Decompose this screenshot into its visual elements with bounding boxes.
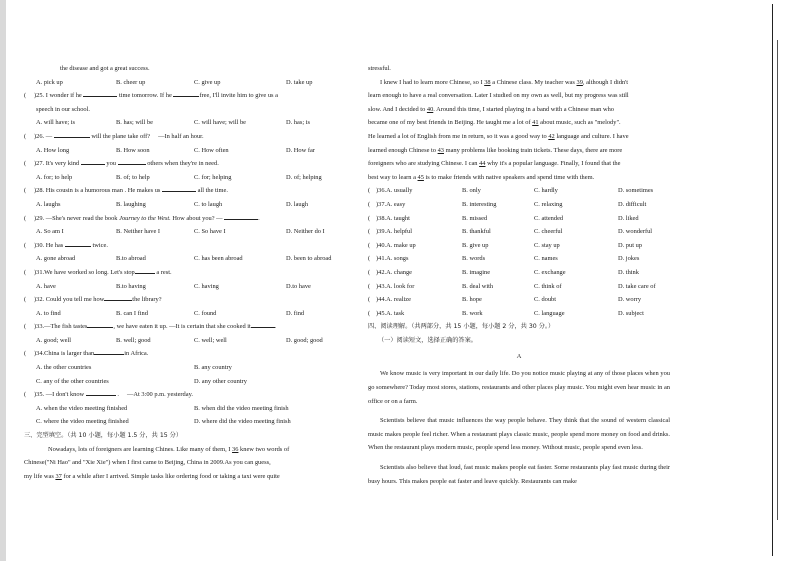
- q35-line: [24, 388, 358, 402]
- q29-options: [36, 225, 358, 239]
- q31-text-b: a rest.: [156, 268, 172, 276]
- cloze-num-41: 41: [532, 119, 539, 127]
- q27-opt-d: D. of; helping: [286, 173, 322, 181]
- q26-text-a: )26. —: [34, 132, 53, 140]
- q25-text-2: speech in our school.: [36, 105, 90, 113]
- p2-text-2: learn enough to have a real conversation. Later I studied on my own as well, but my progress was still: [368, 92, 629, 100]
- q24-opt-c: C. give up: [194, 78, 221, 86]
- q30-opt-d: D. been to abroad: [286, 255, 332, 263]
- q34-paren: (: [24, 350, 27, 358]
- mc-43-b: B. deal with: [462, 282, 494, 290]
- q31-opt-b: B.to having: [116, 282, 146, 290]
- q26-options: [36, 144, 358, 158]
- q33-opt-c: C. well; well: [194, 336, 227, 344]
- mc-43-a: )43.A. look for: [376, 282, 415, 290]
- q32-options: [36, 307, 358, 321]
- cloze-text-1b: knew two words of: [240, 445, 290, 453]
- cloze-num-37: 37: [55, 472, 62, 480]
- q33-text-b: , we have eaten it up.: [113, 323, 168, 331]
- q34-opt-a: A. the other countries: [36, 364, 92, 372]
- q28-opt-b: B. laughing: [116, 200, 146, 208]
- mc-row-39: ( )39.A. helpful B. thankful C. cheerful D. wonderful: [368, 225, 670, 239]
- q34-opt-b: B. any country: [194, 364, 232, 372]
- mc-42-a: )42.A. change: [376, 268, 413, 276]
- cloze-p2-line-1: [368, 76, 670, 90]
- q31-opt-c: C. having: [194, 282, 219, 290]
- q26-text: [34, 130, 204, 144]
- mc-40-a: )40.A. make up: [376, 241, 416, 249]
- q35-text-a: )35. —I don't know: [34, 391, 85, 399]
- mc-row-37: ( )37.A. easy B. interesting C. relaxing D. difficult: [368, 198, 670, 212]
- mc-42-d: D. think: [618, 268, 639, 276]
- cloze-num-39: 39: [576, 78, 583, 86]
- q31-text: [34, 266, 172, 280]
- q35-opt-d: D. where did the video meeting finish: [194, 418, 291, 426]
- cloze-num-42: 42: [548, 132, 555, 140]
- q31-text-a: )31.We have worked so long. Let's stop: [34, 268, 135, 276]
- mc-36-a: )36.A. usually: [376, 187, 413, 195]
- q26-blank: [54, 130, 90, 138]
- mc-41-b: B. words: [462, 255, 486, 263]
- q27-opt-b: B. of; to help: [116, 173, 150, 181]
- mc-row-42: ( )42.A. change B. imagine C. exchange D. think: [368, 266, 670, 280]
- mc-40-c: C. stay up: [534, 241, 560, 249]
- stressful-line: [368, 62, 670, 76]
- mc-36-d: D. sometimes: [618, 187, 654, 195]
- q32-paren: (: [24, 296, 27, 304]
- q35-options-row1: [36, 402, 358, 416]
- q27-blank-1: [81, 157, 105, 165]
- cloze-line-3: [24, 470, 358, 484]
- q32-text: [34, 293, 162, 307]
- q24-opt-b: B. cheer up: [116, 78, 146, 86]
- q30-line: [24, 239, 358, 253]
- q28-opt-c: C. to laugh: [194, 200, 223, 208]
- q25-opt-d: D. has; is: [286, 119, 310, 127]
- q25-line: [24, 89, 358, 103]
- q31-paren: (: [24, 268, 27, 276]
- section-4-heading: 四、阅读理解。（共两部分，共 15 小题，每小题 2 分，共 30 分。）: [368, 323, 555, 331]
- q27-paren: (: [24, 160, 27, 168]
- q33-line: [24, 320, 358, 334]
- q32-line: [24, 293, 358, 307]
- stressful-text: stressful.: [368, 65, 391, 72]
- mc-44-b: B. hope: [462, 296, 482, 304]
- mc-43-d: D. take care of: [618, 282, 656, 290]
- q34-opt-d: D. any other country: [194, 377, 247, 385]
- q30-paren: (: [24, 241, 27, 249]
- mc-41-a: )41.A. songs: [376, 255, 409, 263]
- q25-blank-2: [173, 89, 199, 97]
- mc-39-b: B. thankful: [462, 228, 491, 236]
- mc-37-a: )37.A. easy: [376, 200, 406, 208]
- cloze-text-3a: my life was: [24, 472, 54, 480]
- q30-opt-b: B.to abroad: [116, 255, 146, 263]
- mc-40-b: B. give up: [462, 241, 489, 249]
- cloze-num-40: 40: [426, 105, 434, 113]
- section-3-heading: 三、完型填空。（共 10 小题，每小题 1.5 分，共 15 分）: [24, 432, 183, 440]
- scan-edge-right: [772, 4, 773, 556]
- q34-blank: [94, 347, 124, 355]
- q28-opt-a: A. laughs: [36, 200, 61, 208]
- cloze-num-36: 36: [232, 445, 239, 453]
- q27-text-a: )27. It's very kind: [34, 160, 80, 168]
- q34-line: [24, 347, 358, 361]
- q34-opt-c: C. any of the other countries: [36, 377, 109, 385]
- q25-text-b: time tomorrow. If he: [118, 92, 172, 100]
- q32-text-b: the library?: [132, 296, 162, 304]
- q32-opt-a: A. to find: [36, 309, 61, 317]
- q29-opt-d: D. Neither do I: [286, 228, 325, 236]
- cloze-p2-line-4: [368, 116, 670, 130]
- p2-text-1b: a Chinese class. My teacher was: [492, 78, 575, 86]
- q32-opt-b: B. can I find: [116, 309, 148, 317]
- p2-text-1a: I knew I had to learn more Chinese, so I: [380, 78, 483, 86]
- mc-45-b: B. work: [462, 309, 483, 317]
- q25-blank-1: [83, 89, 117, 97]
- q33-opt-d: D. good; good: [286, 336, 323, 344]
- q34-text-a: )34.China is larger than: [34, 350, 95, 358]
- q31-options: [36, 280, 358, 294]
- q29-opt-b: B. Neither have I: [116, 228, 161, 236]
- p2-text-3b: . Around this time, I started playing in a band with a Chinese man who: [433, 105, 614, 113]
- mc-45-d: D. subject: [618, 309, 644, 317]
- mc-41-c: C. names: [534, 255, 558, 263]
- right-column: [368, 62, 670, 488]
- q24-opt-a: A. pick up: [36, 78, 63, 86]
- q33-opt-a: A. good; well: [36, 336, 71, 344]
- q29-text: )29. —She's never read the book Journey to the West. How about you? — .: [34, 212, 260, 226]
- cloze-text-3b: for a while after I arrived. Simple tasks like ordering food or taking a taxi were quite: [63, 472, 280, 480]
- q32-blank: [104, 293, 132, 301]
- q33-paren: (: [24, 323, 27, 331]
- section-4-subheading: （一）阅读短文，选择正确的答案。: [378, 336, 477, 344]
- p2-text-1c: , although I didn't: [582, 78, 629, 86]
- q33-blank-1: [87, 320, 113, 328]
- q27-blank-2: [118, 157, 146, 165]
- mc-41-d: D. jokes: [618, 255, 640, 263]
- q25-text-c: free, I'll invite him to give us a: [199, 92, 278, 100]
- q35-opt-c: C. where the video meeting finished: [36, 418, 129, 426]
- q26-paren: (: [24, 132, 27, 140]
- p2-text-4a: became one of my best friends in Beijing. He taught me a lot of: [368, 119, 531, 127]
- cloze-text-2: Chinese("Ni Hao" and "Xie Xie") when I first came to Beijing, China in 2009.As you can guess,: [24, 459, 271, 467]
- mc-38-a: )38.A. taught: [376, 214, 410, 222]
- mc-37-d: D. difficult: [618, 200, 647, 208]
- q33-blank-2: [251, 320, 275, 328]
- q34-options-row1: [36, 361, 358, 375]
- mc-44-d: D. worry: [618, 296, 642, 304]
- q35-text-b: .: [117, 391, 119, 399]
- cloze-p2-line-8: [368, 171, 670, 185]
- p2-text-8b: is to make friends with native speakers and spend time with them.: [425, 173, 595, 181]
- cloze-num-45: 45: [417, 173, 424, 181]
- q35-text-c: —At 3:00 p.m. yesterday.: [126, 391, 193, 399]
- q30-text-a: )30. He has: [34, 241, 64, 249]
- mc-39-a: )39.A. helpful: [376, 228, 413, 236]
- q33-text-a: )33.—The fish tastes: [34, 323, 88, 331]
- q25-options: [36, 116, 358, 130]
- intro-text: the disease and got a great success.: [60, 65, 150, 72]
- cloze-line-1: [36, 443, 358, 457]
- mc-row-38: ( )38.A. taught B. missed C. attended D. liked: [368, 212, 670, 226]
- q29-opt-a: A. So am I: [36, 228, 64, 236]
- q26-opt-d: D. How far: [286, 146, 315, 154]
- q33-text: )33.—The fish tastes , we have eaten it up. —It is certain that she cooked it .: [34, 320, 276, 334]
- cloze-num-43: 43: [437, 146, 444, 154]
- scan-edge-left: [0, 0, 6, 561]
- q26-text-c: —In half an hour.: [158, 132, 204, 140]
- p2-text-7b: why it's a popular language. Finally, I found that the: [487, 160, 621, 168]
- mc-44-a: )44.A. realize: [376, 296, 411, 304]
- q24-opt-d: D. take up: [286, 78, 313, 86]
- q26-opt-c: C. How often: [194, 146, 229, 154]
- mc-row-45: ( )45.A. task B. work C. language D. subject: [368, 307, 670, 321]
- mc-row-36: ( )36.A. usually B. only C. hardly D. sometimes: [368, 184, 670, 198]
- q34-text: [34, 347, 148, 361]
- cloze-p2-line-7: [368, 157, 670, 171]
- q35-paren: (: [24, 391, 27, 399]
- q27-text-c: others when they're in need.: [147, 160, 219, 168]
- cloze-p2-line-2: [368, 89, 670, 103]
- cloze-p2-line-6: [368, 144, 670, 158]
- scan-edge-right-inner: [777, 40, 778, 520]
- mc-45-a: )45.A. task: [376, 309, 405, 317]
- mc-37-c: C. relaxing: [534, 200, 563, 208]
- p2-text-3a: slow. And I decided to: [368, 105, 426, 113]
- passage-a-para-1: We know music is very important in our daily life. Do you notice music playing at any of those places when you go somewhere? Today most stores, stations, restaurants and other places play music. You might even hear music in an office or on a farm.: [368, 370, 670, 405]
- q28-line: [24, 184, 358, 198]
- mc-37-b: B. interesting: [462, 200, 497, 208]
- q27-opt-a: A. for; to help: [36, 173, 73, 181]
- mc-36-b: B. only: [462, 187, 481, 195]
- q27-options: [36, 171, 358, 185]
- q33-text-c: —It is certain that she cooked it: [169, 323, 251, 331]
- q29-text-c: How about you? —: [172, 214, 223, 222]
- mc-row-44: ( )44.A. realize B. hope C. doubt D. worry: [368, 293, 670, 307]
- q25-text: [34, 89, 278, 103]
- intro-line: [36, 62, 358, 76]
- q34-text-b: in Africa.: [124, 350, 149, 358]
- q25-opt-c: C. will have; will be: [194, 119, 247, 127]
- q32-text-a: )32. Could you tell me how: [34, 296, 105, 304]
- q28-text-a: )28. His cousin is a humorous man . He makes us: [34, 187, 161, 195]
- q25-line2: [36, 103, 358, 117]
- q31-blank: [135, 266, 155, 274]
- mc-42-c: C. exchange: [534, 268, 566, 276]
- mc-42-b: B. imagine: [462, 268, 491, 276]
- left-column: [24, 62, 358, 483]
- q33-options: [36, 334, 358, 348]
- mc-39-c: C. cheerful: [534, 228, 563, 236]
- q25-paren: (: [24, 92, 27, 100]
- cloze-num-44: 44: [479, 160, 486, 168]
- q26-text-b: will the plane take off?: [91, 132, 151, 140]
- q35-opt-a: A. when the video meeting finished: [36, 404, 128, 412]
- q32-opt-d: D. find: [286, 309, 305, 317]
- q27-text: [34, 157, 219, 171]
- p2-text-5b: language and culture. I have: [556, 132, 629, 140]
- q30-text-b: twice.: [92, 241, 108, 249]
- q29-book-title: Journey to the West.: [119, 214, 171, 222]
- q28-text: [34, 184, 228, 198]
- q26-opt-b: B. How soon: [116, 146, 150, 154]
- q31-opt-a: A. have: [36, 282, 56, 290]
- p2-text-6a: learned enough Chinese to: [368, 146, 436, 154]
- q35-options-row2: [36, 415, 358, 429]
- q25-text-a: )25. I wonder if he: [34, 92, 82, 100]
- q25-opt-a: A. will have; is: [36, 119, 76, 127]
- q35-opt-b: B. when did the video meeting finish: [194, 404, 289, 412]
- q31-line: [24, 266, 358, 280]
- q33-opt-b: B. well; good: [116, 336, 151, 344]
- mc-36-c: C. hardly: [534, 187, 558, 195]
- q27-line: [24, 157, 358, 171]
- q30-blank: [65, 239, 91, 247]
- p2-text-7a: foreigners who are studying Chinese. I can: [368, 160, 478, 168]
- mc-43-c: C. think of: [534, 282, 562, 290]
- q28-blank: [162, 184, 196, 192]
- q24-options: [36, 76, 358, 90]
- mc-row-43: ( )43.A. look for B. deal with C. think of D. take care of: [368, 280, 670, 294]
- p2-text-5a: He learned a lot of English from me in return, so it was a good way to: [368, 132, 547, 140]
- passage-a-para-3: Scientists also believe that loud, fast music makes people eat faster. Some restaurants play fast music during their busy hours. This makes people eat faster and leave quickly. Restaurants can make: [368, 464, 670, 485]
- mc-38-b: B. missed: [462, 214, 488, 222]
- p2-text-4b: about music, such as "melody".: [540, 119, 621, 127]
- q29-paren: (: [24, 214, 27, 222]
- q29-blank: [224, 212, 258, 220]
- q30-opt-a: A. gone abroad: [36, 255, 76, 263]
- q28-options: [36, 198, 358, 212]
- mc-38-d: D. liked: [618, 214, 639, 222]
- q35-blank: [86, 388, 116, 396]
- mc-39-d: D. wonderful: [618, 228, 653, 236]
- q27-text-b: you: [106, 160, 116, 168]
- q30-options: [36, 252, 358, 266]
- q31-opt-d: D.to have: [286, 282, 311, 290]
- q30-text: [34, 239, 108, 253]
- q29-opt-c: C. So have I: [194, 228, 226, 236]
- cloze-p2-line-3: [368, 103, 670, 117]
- cloze-text-1a: Nowadays, lots of foreigners are learning Chines. Like many of them, I: [48, 445, 231, 453]
- mc-45-c: C. language: [534, 309, 565, 317]
- mc-40-d: D. put up: [618, 241, 642, 249]
- q28-opt-d: D. laugh: [286, 200, 309, 208]
- mc-38-c: C. attended: [534, 214, 564, 222]
- mc-44-c: C. doubt: [534, 296, 557, 304]
- p2-text-8a: best way to learn a: [368, 173, 416, 181]
- q29-text-a: )29. —She's never read the book: [34, 214, 118, 222]
- q27-opt-c: C. for; helping: [194, 173, 232, 181]
- passage-a-title: A: [516, 353, 522, 361]
- cloze-p2-line-5: [368, 130, 670, 144]
- cloze-line-2: [24, 456, 358, 470]
- q29-line: [24, 212, 358, 226]
- mc-row-41: ( )41.A. songs B. words C. names D. jokes: [368, 252, 670, 266]
- mc-row-40: ( )40.A. make up B. give up C. stay up D. put up: [368, 239, 670, 253]
- cloze-num-38: 38: [484, 78, 491, 86]
- q30-opt-c: C. has been abroad: [194, 255, 243, 263]
- q28-paren: (: [24, 187, 27, 195]
- p2-text-6b: many problems like booking train tickets. These days, there are more: [445, 146, 623, 154]
- q32-opt-c: C. found: [194, 309, 217, 317]
- q26-line: [24, 130, 358, 144]
- q25-opt-b: B. has; will be: [116, 119, 153, 127]
- q35-text: [34, 388, 193, 402]
- q34-options-row2: [36, 375, 358, 389]
- q26-opt-a: A. How long: [36, 146, 70, 154]
- passage-a-para-2: Scientists believe that music influences the way people behave. They think that the sound of western classical music makes people feel richer. When a restaurant plays classic music, people spend more money on food and drinks. When the restaurant plays modern music, people spend less money. Without music, people spend even less.: [368, 417, 670, 452]
- q28-text-b: all the time.: [197, 187, 228, 195]
